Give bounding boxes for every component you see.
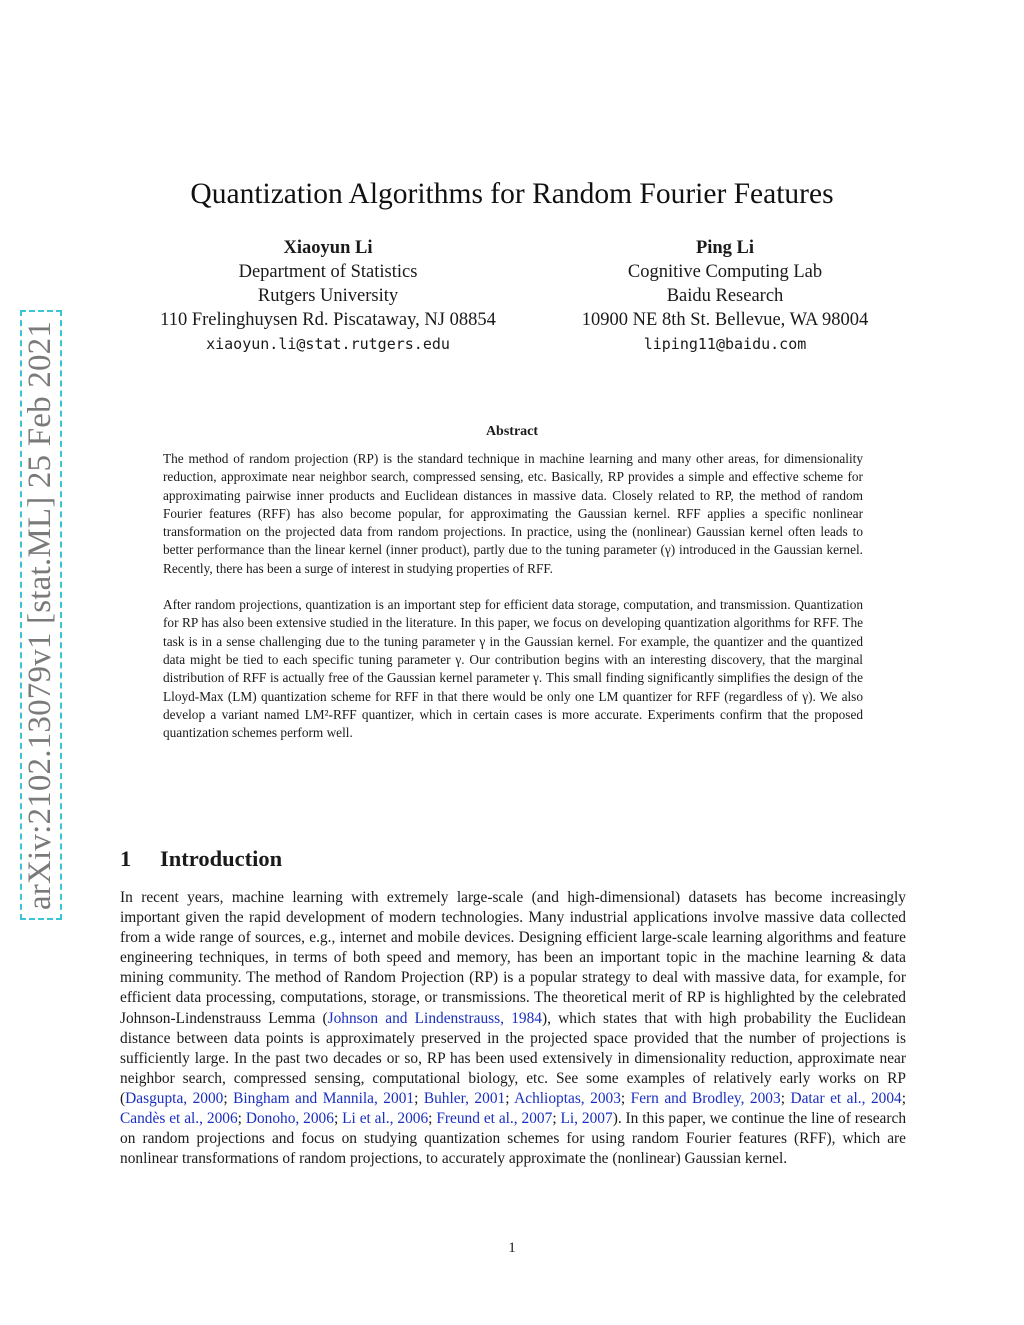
citation-separator: ; xyxy=(428,1110,437,1128)
author-address: 10900 NE 8th St. Bellevue, WA 98004 xyxy=(581,310,869,330)
section-number: 1 xyxy=(120,846,132,871)
author-institution: Rutgers University xyxy=(257,286,399,306)
citation-link[interactable]: Datar et al., 2004 xyxy=(790,1089,902,1107)
citation-link[interactable]: Li, 2007 xyxy=(560,1110,613,1128)
page-number: 1 xyxy=(508,1240,516,1256)
citation-link[interactable]: Johnson and Lindenstrauss, 1984 xyxy=(327,1009,542,1027)
author-department: Cognitive Computing Lab xyxy=(627,262,823,282)
citation-separator: ; xyxy=(414,1089,424,1107)
abstract-paragraph-2: After random projections, quantization is an important step for efficient data storage, computation, and transmission. Quantization for RP has also been extensive studied in the literature. In this paper, we focus on developing quantization algorithms for RFF. The task is in a sense challenging due to the tuning parameter γ in the Gaussian kernel. For example, the quantizer and the quantized data might be tied to each specific tuning parameter γ. Our contribution begins with an interesting discovery, that the marginal distribution of RFF is actually free of the Gaussian kernel parameter γ. This small finding significantly simplifies the design of the Lloyd-Max (LM) quantization scheme for RFF in that there would be only one LM quantizer for RFF (regardless of γ). We also develop a variant named LM²-RFF quantizer, which in certain cases is more accurate. Experiments confirm that the proposed quantization schemes perform well. xyxy=(163,597,863,741)
citation-separator: ; xyxy=(901,1089,907,1107)
citation-link[interactable]: Donoho, 2006 xyxy=(245,1110,334,1128)
author-email[interactable]: liping11@baidu.com xyxy=(643,335,807,353)
author-name: Ping Li xyxy=(695,238,755,258)
citation-link[interactable]: Achlioptas, 2003 xyxy=(514,1089,621,1107)
paper-title: Quantization Algorithms for Random Fourier Features xyxy=(190,178,834,210)
citation-link[interactable]: Freund et al., 2007 xyxy=(436,1110,553,1128)
arxiv-identifier: arXiv:2102.13079v1 [stat.ML] 25 Feb 2021 xyxy=(22,320,59,910)
author-department: Department of Statistics xyxy=(238,262,418,282)
section-heading xyxy=(120,846,282,872)
citation-separator: ; xyxy=(620,1089,631,1107)
citation-separator: ; xyxy=(223,1089,234,1107)
intro-text: ). In this paper, we continue the line of research on random projections and focus on studying quantization schemes for using random Fourier features (RFF), which are nonlinear transformations of random projections, to accurately approximate the (nonlinear) Gaussian kernel. xyxy=(120,1110,907,1168)
citation-link[interactable]: Bingham and Mannila, 2001 xyxy=(233,1089,415,1107)
citation-separator: ; xyxy=(333,1110,343,1128)
abstract-paragraph-1: The method of random projection (RP) is the standard technique in machine learning and many other areas, for dimensionality reduction, approximate near neighbor search, compressed sensing, etc. Basically, RP provides a simple and effective scheme for approximating pairwise inner products and Euclidean distances in massive data. Closely related to RP, the method of random Fourier features (RFF) has also become popular, for approximating the Gaussian kernel. RFF applies a specific nonlinear transformation on the projected data from random projections. In practice, using the (nonlinear) Gaussian kernel often leads to better performance than the linear kernel (inner product), partly due to the tuning parameter (γ) introduced in the Gaussian kernel. Recently, there has been a surge of interest in studying properties of RFF. xyxy=(163,451,863,576)
citation-separator: ; xyxy=(237,1110,246,1128)
citation-link[interactable]: Dasgupta, 2000 xyxy=(125,1089,224,1107)
introduction-body xyxy=(120,888,906,1169)
author-email[interactable]: xiaoyun.li@stat.rutgers.edu xyxy=(206,335,450,353)
author-block-1 xyxy=(126,236,530,356)
abstract-heading: Abstract xyxy=(485,424,539,439)
abstract-body xyxy=(163,450,863,760)
intro-text: ), which states that with high probability the Euclidean distance between data points is approximately preserved in the projected space provided that the number of projections is sufficiently large. In the past two decades or so, RP has been used extensively in dimensionality reduction, approximate near neighbor search, compressed sensing, computational biology, etc. See some examples of relatively early works on RP ( xyxy=(120,1009,906,1107)
author-address: 110 Frelinghuysen Rd. Piscataway, NJ 08854 xyxy=(160,310,496,330)
intro-text: In recent years, machine learning with extremely large-scale (and high-dimensional) datasets has become increasingly important given the rapid development of modern technologies. Many industrial applications involve massive data collected from a wide range of sources, e.g., internet and mobile devices. Designing efficient large-scale learning algorithms and feature engineering techniques, in terms of both speed and memory, has been an important topic in the machine learning & data mining community. The method of Random Projection (RP) is a popular strategy to deal with massive data, for example, for efficient data processing, computations, storage, or transmissions. The theoretical merit of RP is highlighted by the celebrated Johnson-Lindenstrauss Lemma ( xyxy=(120,889,906,1027)
citation-link[interactable]: Li et al., 2006 xyxy=(342,1110,429,1128)
arxiv-stamp xyxy=(20,310,62,920)
citation-link[interactable]: Buhler, 2001 xyxy=(423,1089,506,1107)
citation-separator: ; xyxy=(552,1110,561,1128)
citation-link[interactable]: Candès et al., 2006 xyxy=(120,1110,238,1128)
section-title: Introduction xyxy=(160,846,283,871)
author-institution: Baidu Research xyxy=(666,286,784,306)
citation-separator: ; xyxy=(505,1089,515,1107)
introduction-paragraph xyxy=(120,888,906,1169)
citation-link[interactable]: Fern and Brodley, 2003 xyxy=(630,1089,781,1107)
citation-separator: ; xyxy=(780,1089,791,1107)
author-name: Xiaoyun Li xyxy=(283,238,373,258)
author-block-2 xyxy=(550,236,900,356)
